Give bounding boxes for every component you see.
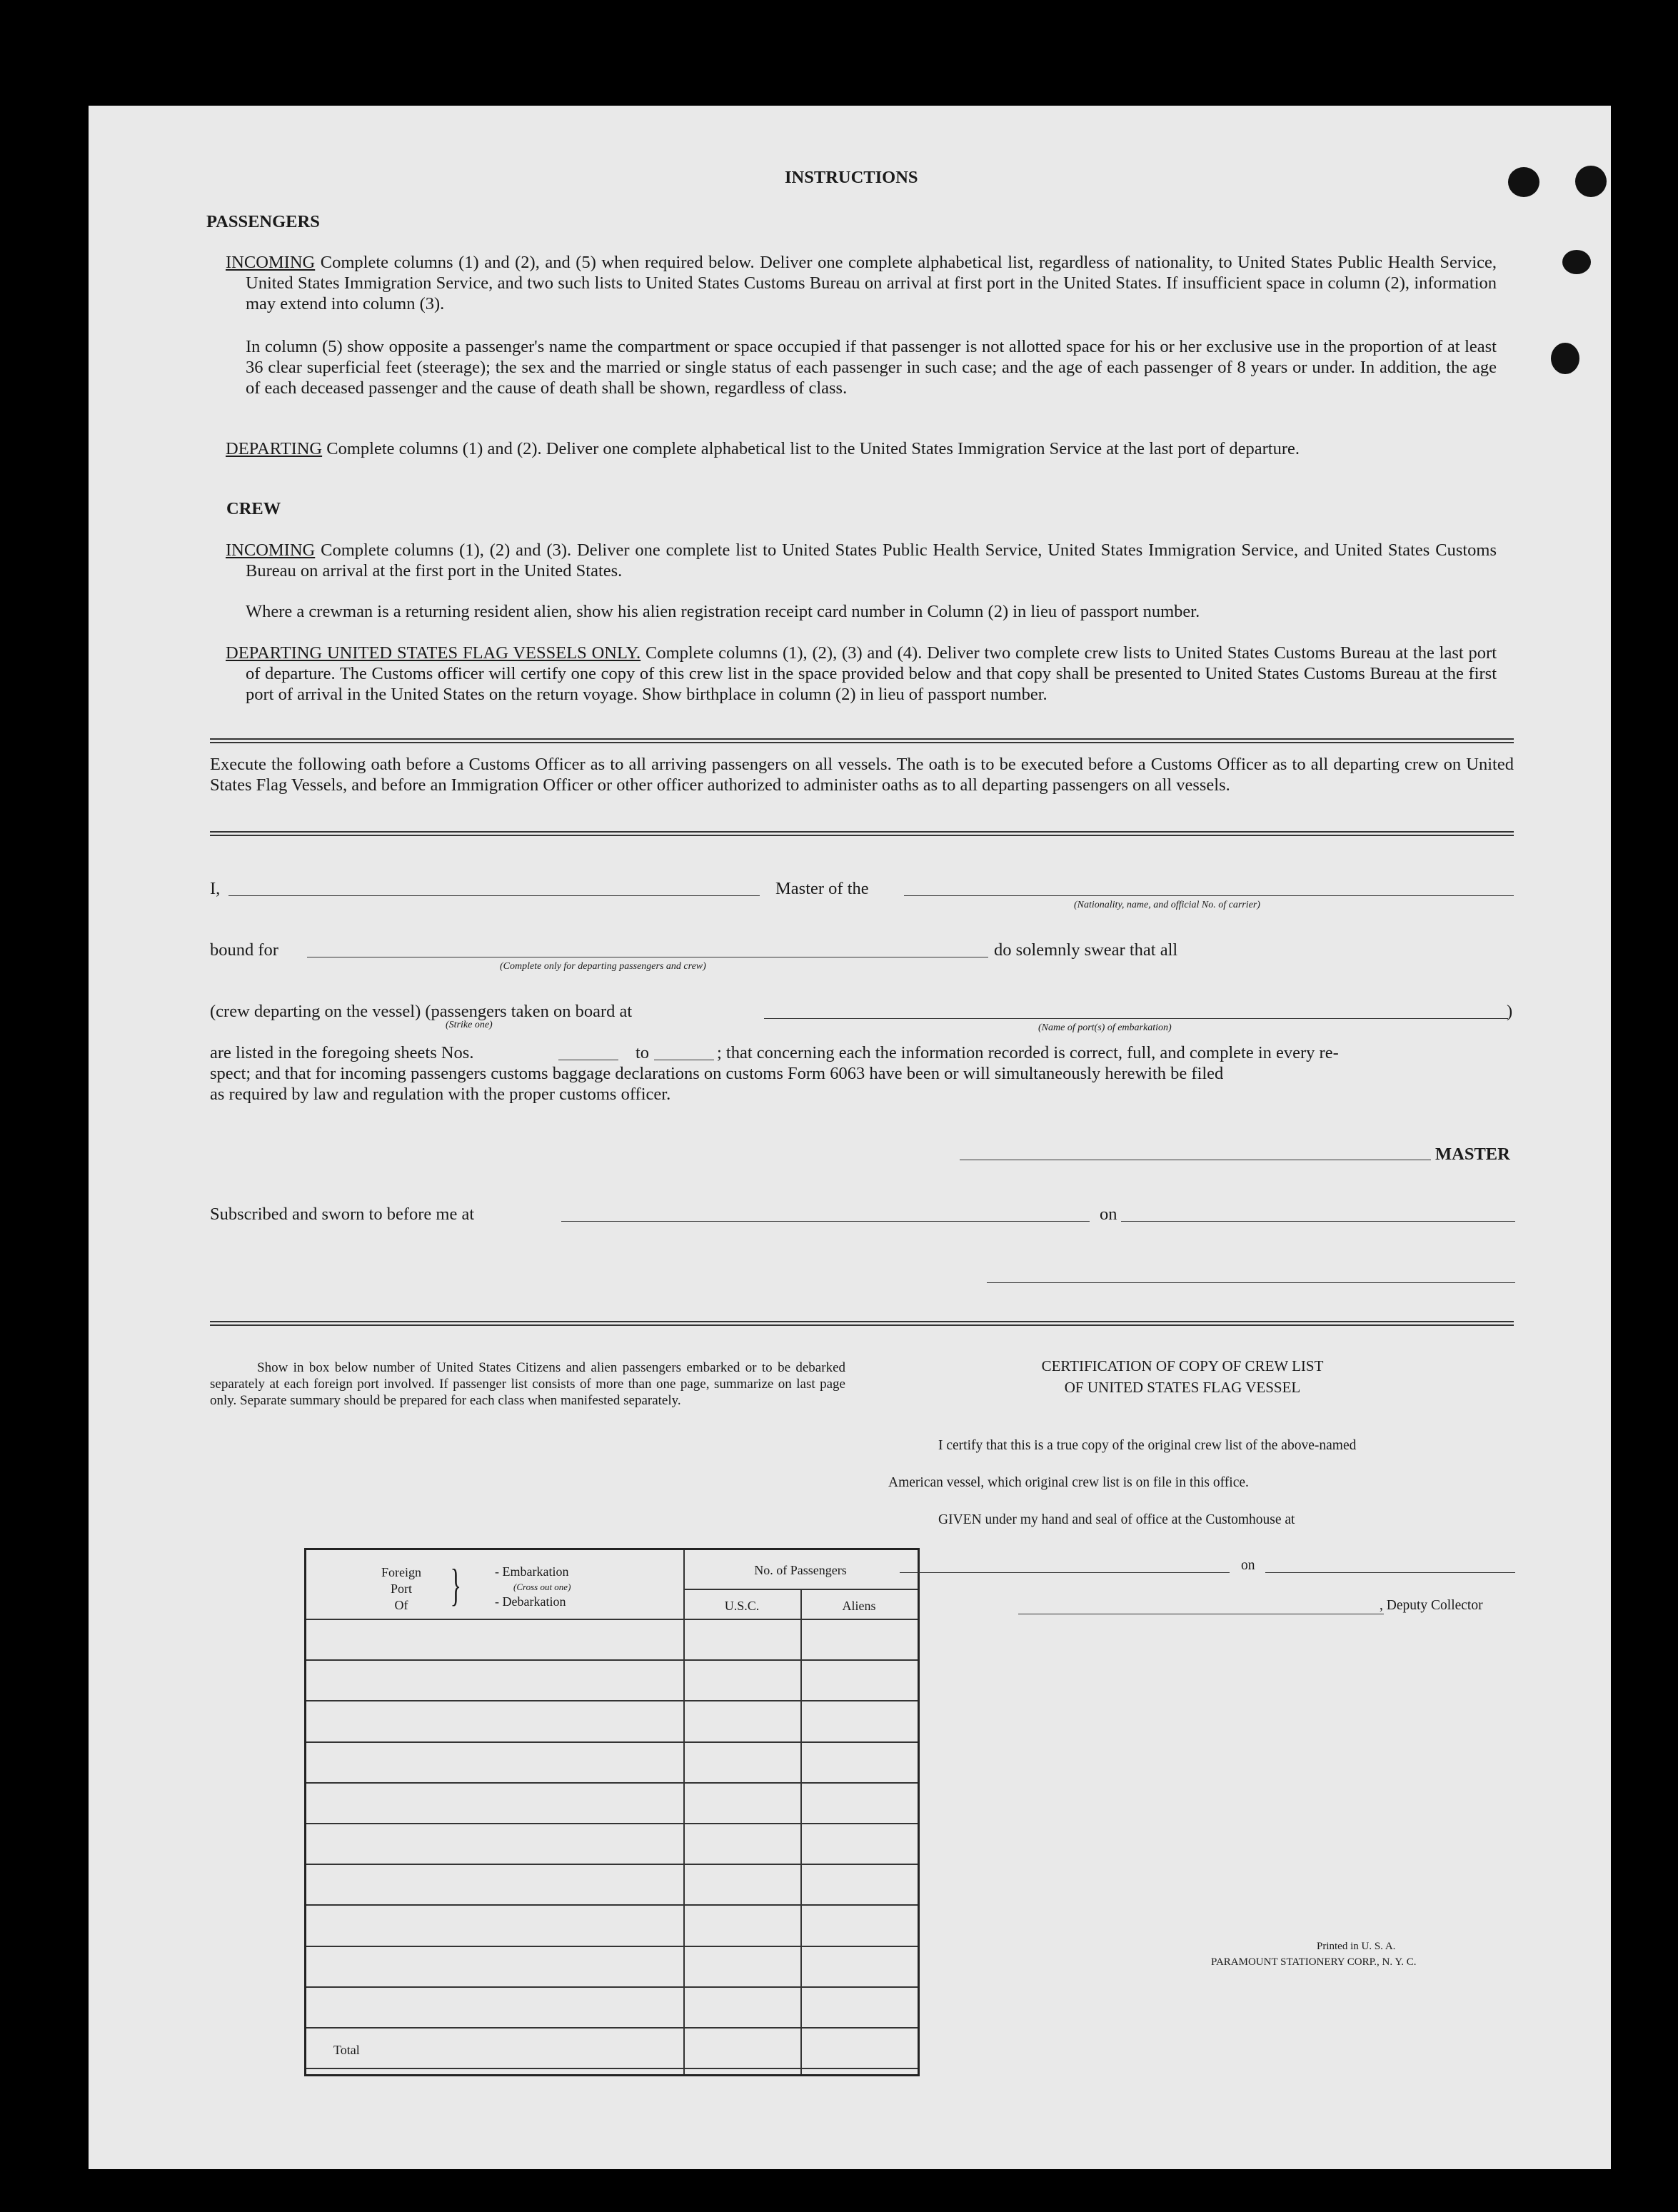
sworn-on: on <box>1100 1205 1117 1224</box>
carrier-hint: (Nationality, name, and official No. of carrier) <box>1074 900 1260 910</box>
usc-header: U.S.C. <box>724 1599 760 1613</box>
cert-title-line2: OF UNITED STATES FLAG VESSEL <box>1064 1379 1301 1396</box>
oath-sheets-to: to <box>635 1043 650 1062</box>
form-page <box>89 106 1611 2169</box>
port-label: Port <box>390 1582 412 1596</box>
crew-incoming-label: INCOMING <box>226 541 316 560</box>
bound-for-hint: (Complete only for departing passengers and crew) <box>500 961 706 972</box>
deputy-collector-label: , Deputy Collector <box>1380 1598 1483 1613</box>
section-divider <box>210 1321 1514 1326</box>
embarkation-label: - Embarkation <box>495 1564 569 1579</box>
passengers-incoming-text: Complete columns (1) and (2), and (5) when required below. Deliver one complete alphabetical list, regardless of nationality, to United States Public Health Service, United States Immigration Service, and two such lists to United States Customs Bureau on arrival at first port in the United States. If insufficient space in column (2), information may extend into column (3). <box>246 253 1497 313</box>
passengers-departing-paragraph <box>226 438 1497 459</box>
table-row-line[interactable] <box>306 2027 918 2028</box>
ports-hint: (Name of port(s) of embarkation) <box>1038 1022 1172 1033</box>
punch-hole-mark <box>1575 166 1607 197</box>
cert-line2: American vessel, which original crew list is on file in this office. <box>888 1475 1249 1490</box>
total-label: Total <box>333 2043 360 2057</box>
oath-sheets-rest: ; that concerning each the information recorded is correct, full, and complete in every re- <box>717 1043 1339 1062</box>
crew-departing-label: DEPARTING UNITED STATES FLAG VESSELS ONLY. <box>226 643 641 663</box>
cross-out-hint: (Cross out one) <box>513 1582 571 1592</box>
table-row-line[interactable] <box>306 1904 918 1906</box>
oath-crew-departing: (crew departing on the vessel) (passengers taken on board at <box>210 1002 633 1021</box>
oath-solemnly: do solemnly swear that all <box>994 940 1178 960</box>
cert-line3: GIVEN under my hand and seal of office at the Customhouse at <box>938 1512 1295 1527</box>
table-row-line[interactable] <box>306 1659 918 1661</box>
cert-date-field[interactable] <box>1265 1572 1515 1573</box>
sworn-label: Subscribed and sworn to before me at <box>210 1205 475 1224</box>
embarkation-ports-field[interactable] <box>764 1018 1508 1019</box>
strike-one-hint: (Strike one) <box>446 1020 493 1030</box>
summary-instructions: Show in box below number of United States Citizens and alien passengers embarked or to be debarked separately at each foreign port involved. If passenger list consists of more than one page, summarize on last page only. Separate summary should be prepared for each class when manifested separately. <box>210 1360 845 1408</box>
oath-i-label: I, <box>210 879 221 898</box>
crew-alien-paragraph: Where a crewman is a returning resident alien, show his alien registration receipt card number in Column (2) in lieu of passport number. <box>246 602 1200 621</box>
printed-in: Printed in U. S. A. <box>1317 1941 1396 1952</box>
customhouse-field[interactable] <box>900 1572 1230 1573</box>
printer-name: PARAMOUNT STATIONERY CORP., N. Y. C. <box>1211 1956 1417 1968</box>
table-row-line[interactable] <box>306 1741 918 1743</box>
oath-instructions: Execute the following oath before a Customs Officer as to all arriving passengers on all vessels. The oath is to be executed before a Customs Officer as to all departing crew on United States Flag Vessels, and before an Immigration Officer or other officer authorized to administer oaths as to all departing passengers on all vessels. <box>210 755 1514 795</box>
table-row-line[interactable] <box>306 1864 918 1865</box>
table-row-line[interactable] <box>306 1986 918 1988</box>
table-header-divider <box>683 1589 918 1590</box>
oath-line3: as required by law and regulation with the proper customs officer. <box>210 1085 671 1104</box>
punch-hole-mark <box>1551 343 1579 374</box>
cert-title <box>968 1355 1397 1398</box>
table-column-divider <box>800 1589 802 2074</box>
table-row-line[interactable] <box>306 1782 918 1784</box>
oath-bound-for: bound for <box>210 940 278 960</box>
foreign-port-label <box>369 1564 433 1614</box>
master-label: MASTER <box>1435 1145 1510 1164</box>
aliens-header: Aliens <box>842 1599 876 1613</box>
table-row-line[interactable] <box>306 1823 918 1824</box>
passengers-incoming-paragraph <box>226 252 1497 314</box>
cert-on: on <box>1241 1558 1255 1573</box>
of-label: Of <box>394 1598 408 1612</box>
sworn-place-field[interactable] <box>561 1221 1090 1222</box>
table-header-bottom <box>306 1619 918 1620</box>
table-row-line[interactable] <box>306 1700 918 1701</box>
oath-master-of-the: Master of the <box>775 879 869 898</box>
oath-sheets-prefix: are listed in the foregoing sheets Nos. <box>210 1043 474 1062</box>
no-of-passengers-header: No. of Passengers <box>754 1563 847 1577</box>
punch-hole-mark <box>1562 250 1591 274</box>
oath-line2: spect; and that for incoming passengers customs baggage declarations on customs Form 6063 have been or will simultaneously herewith be filed <box>210 1064 1224 1083</box>
crew-incoming-text: Complete columns (1), (2) and (3). Deliver one complete list to United States Public Health Service, United States Immigration Service, and United States Customs Bureau on arrival at the first port in the United States. <box>246 541 1497 580</box>
section-divider <box>210 831 1514 836</box>
crew-departing-paragraph <box>226 643 1497 705</box>
carrier-field[interactable] <box>904 895 1514 896</box>
cert-line1: I certify that this is a true copy of the original crew list of the above-named <box>938 1438 1357 1453</box>
officer-signature-field[interactable] <box>987 1282 1515 1283</box>
crew-incoming-paragraph <box>226 540 1497 581</box>
debarkation-label: - Debarkation <box>495 1594 566 1609</box>
table-row-line[interactable] <box>306 1946 918 1947</box>
passengers-incoming-label: INCOMING <box>226 253 316 272</box>
passengers-heading: PASSENGERS <box>206 212 320 231</box>
passenger-summary-table <box>304 1548 920 2076</box>
foreign-label: Foreign <box>381 1565 421 1579</box>
section-divider <box>210 738 1514 743</box>
master-name-field[interactable] <box>228 895 760 896</box>
passengers-departing-label: DEPARTING <box>226 439 323 458</box>
crew-departing-text: Complete columns (1), (2), (3) and (4). Deliver two complete crew lists to United States Customs Bureau at the last port of departure. The Customs officer will certify one copy of this crew list in the space provided below and that copy shall be presented to United States Customs Bureau at the first port of arrival in the United States on the return voyage. Show birthplace in column (2) in lieu of passport number. <box>246 643 1497 704</box>
passengers-column5-paragraph: In column (5) show opposite a passenger's name the compartment or space occupied if that passenger is not allotted space for his or her exclusive use in the proportion of at least 36 clear superficial feet (steerage); the sex and the married or single status of each passenger in such case; and the age of each passenger of 8 years or under. In addition, the age of each deceased passenger and the cause of death shall be shown, regardless of class. <box>246 337 1497 398</box>
punch-hole-mark <box>1508 167 1539 197</box>
brace-icon: } <box>450 1559 462 1610</box>
table-row-line[interactable] <box>306 2068 918 2069</box>
passengers-departing-text: Complete columns (1) and (2). Deliver one complete alphabetical list to the United States Immigration Service at the last port of departure. <box>326 439 1300 458</box>
instructions-title: INSTRUCTIONS <box>785 168 918 187</box>
sworn-date-field[interactable] <box>1121 1221 1515 1222</box>
table-column-divider <box>683 1550 685 2074</box>
oath-close-paren: ) <box>1507 1002 1513 1021</box>
cert-title-line1: CERTIFICATION OF COPY OF CREW LIST <box>1041 1357 1324 1374</box>
crew-heading: CREW <box>226 499 281 518</box>
